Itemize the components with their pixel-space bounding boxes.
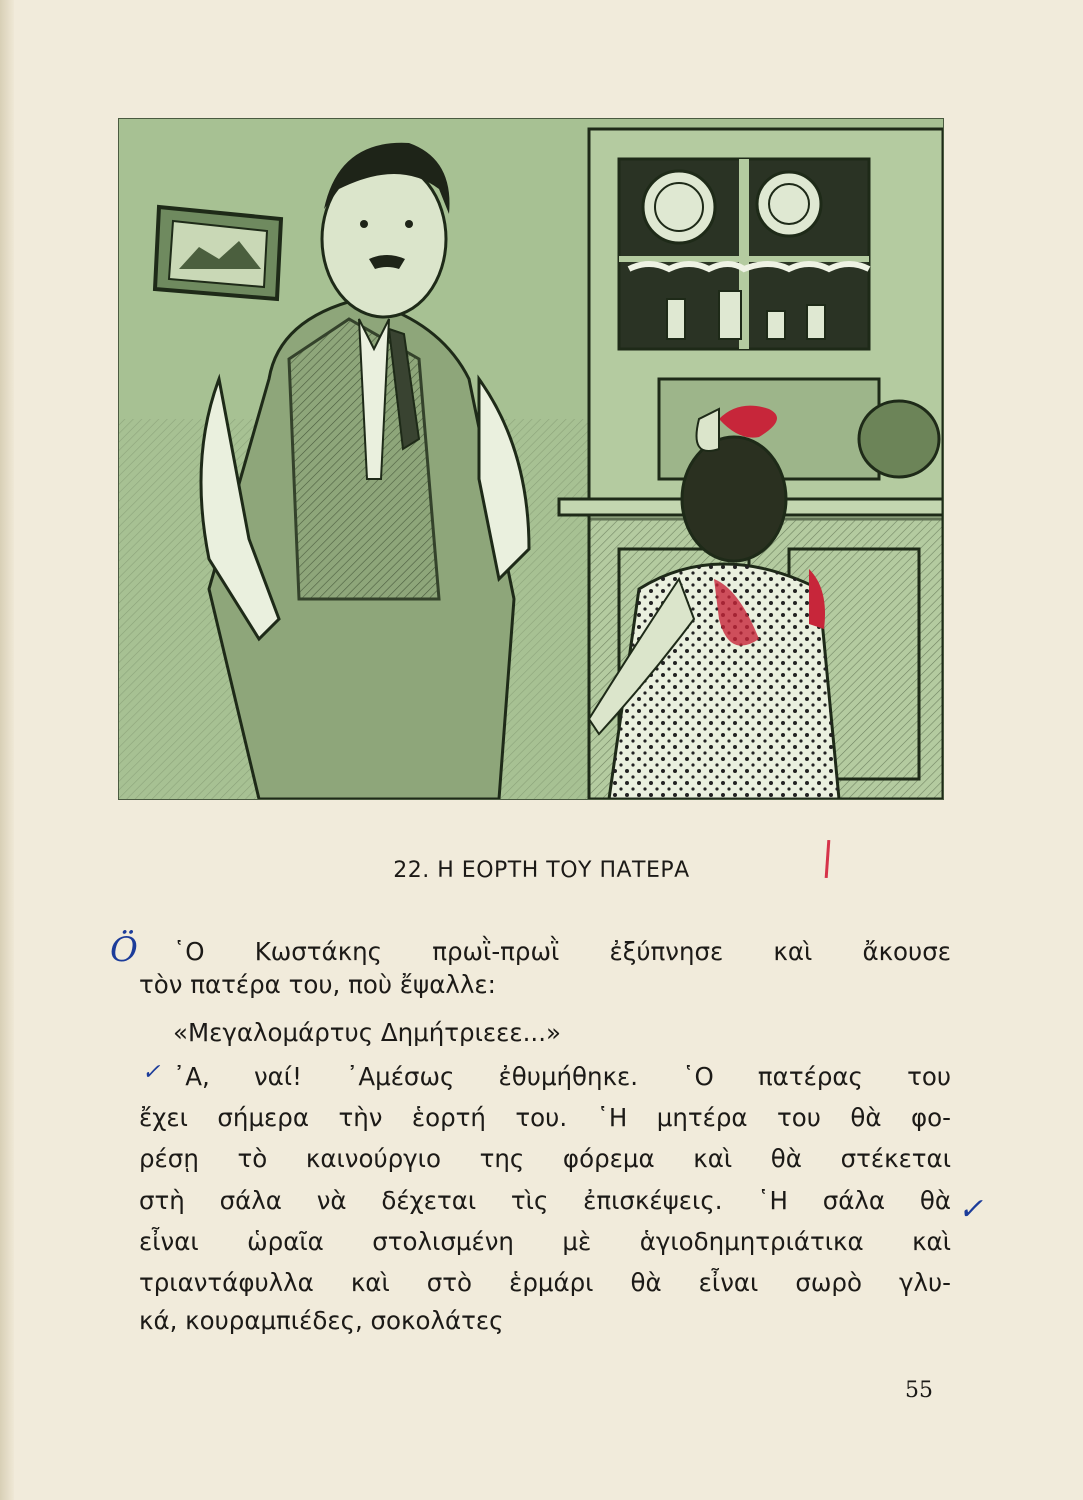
paragraph-line-7: στὴ σάλα νὰ δέχεται τὶς ἐπισκέψεις. ῾Η σάλα θὰ	[139, 1186, 951, 1215]
page-binding-edge	[0, 0, 14, 1500]
father-and-daughter-kitchen-illustration	[118, 118, 944, 800]
paragraph-line-8: εἶναι ὡραῖα στολισμένη μὲ ἁγιοδημητριάτικα καὶ	[139, 1227, 951, 1256]
chapter-title: 22. Η ΕΟΡΤΗ ΤΟΥ ΠΑΤΕΡΑ	[393, 858, 690, 883]
paragraph-line-10: κά, κουραμπιέδες, σοκολάτες	[139, 1306, 504, 1335]
paragraph-line-3: «Μεγαλομάρτυς Δημήτριεεε...»	[173, 1018, 561, 1047]
handwritten-o-mark: Ö	[110, 930, 138, 970]
paragraph-line-2: τὸν πατέρα του, ποὺ ἔψαλλε:	[139, 970, 496, 999]
paragraph-line-5: ἔχει σήμερα τὴν ἑορτή του. ῾Η μητέρα του θὰ φο-	[139, 1103, 951, 1132]
paragraph-line-1: ῾Ο Κωστάκης πρωῒ-πρωῒ ἐξύπνησε καὶ ἄκουσε	[173, 937, 951, 966]
handwritten-check-right: ✓	[958, 1192, 984, 1227]
paragraph-line-6: ρέσῃ τὸ καινούργιο της φόρεμα καὶ θὰ στέκεται	[139, 1144, 951, 1173]
page-number: 55	[905, 1378, 933, 1403]
wall-picture-frame	[155, 207, 281, 299]
paragraph-line-4: ᾿Α, ναί! ᾿Αμέσως ἐθυμήθηκε. ῾Ο πατέρας του	[173, 1062, 951, 1091]
paragraph-line-9: τριαντάφυλλα καὶ στὸ ἑρμάρι θὰ εἶναι σωρὸ γλυ-	[139, 1268, 951, 1297]
handwritten-check-left: ✓	[142, 1060, 161, 1085]
